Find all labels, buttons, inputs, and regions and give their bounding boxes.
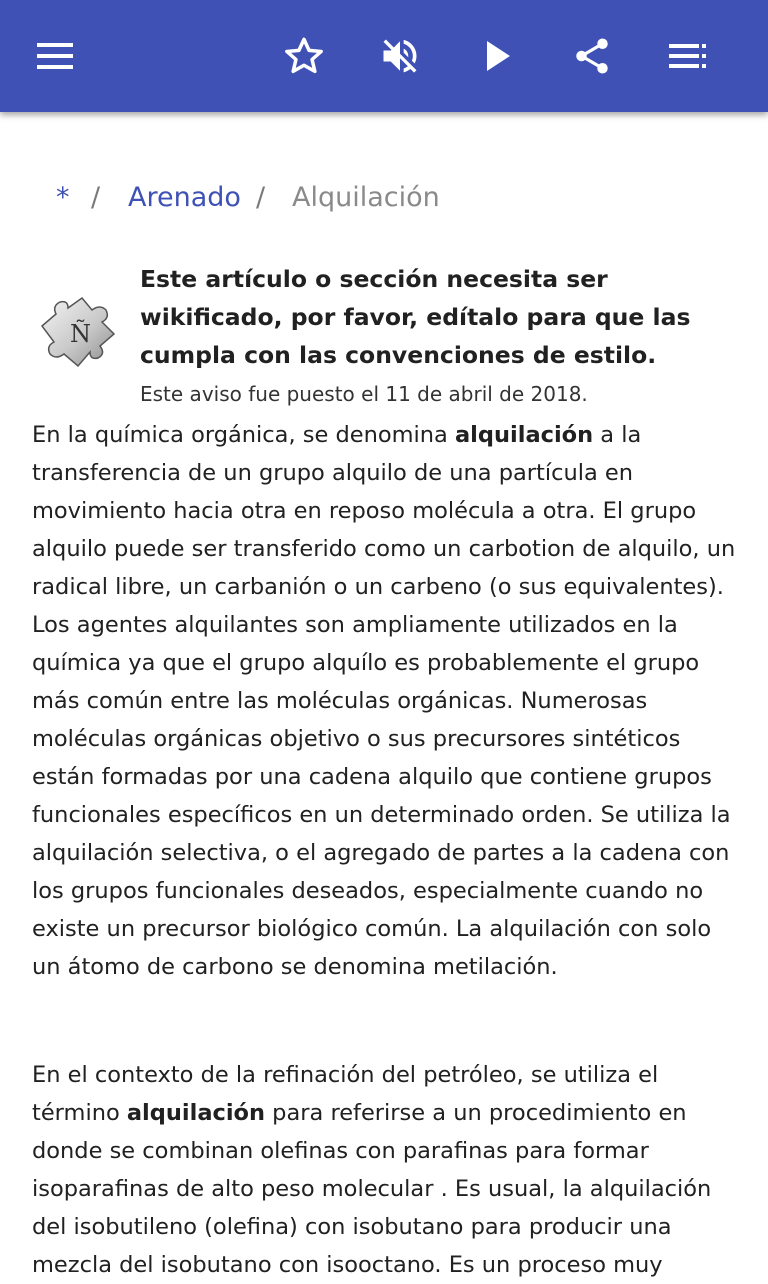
share-icon <box>571 35 613 77</box>
notice-date: Este aviso fue puesto el 11 de abril de 2018. <box>140 382 588 406</box>
breadcrumb-separator: / <box>91 182 101 213</box>
breadcrumb-current: Alquilación <box>292 182 440 213</box>
breadcrumb-parent-link[interactable]: Arenado <box>128 182 241 213</box>
svg-text:Ñ: Ñ <box>70 320 91 348</box>
breadcrumb-home-link[interactable]: * <box>56 182 70 213</box>
app-toolbar <box>0 0 768 112</box>
share-button[interactable] <box>564 28 620 84</box>
play-icon <box>483 40 513 72</box>
hamburger-menu-icon <box>36 42 76 70</box>
contents-button[interactable] <box>660 28 716 84</box>
article-paragraph: En la química orgánica, se denomina alquilación a la transferencia de un grupo alquilo de una partícula en movimiento hacia otra en reposo molécula a otra. El grupo alquilo puede ser transferido como un carbotion de alquilo, un radical libre, un carbanión o un carbeno (o sus equivalentes). Los agentes alquilantes son ampliamente utilizados en la química ya que el grupo alquílo es probablemente el grupo más común entre las moléculas orgánicas. Numerosas moléculas orgánicas objetivo o sus precursores sintéticos están formadas por una cadena alquilo que contiene grupos funcionales específicos en un determinado orden. Se utiliza la alquilación selectiva, o el agregado de partes a la cadena con los grupos funcionales deseados, especialmente cuando no existe un precursor biológico común. La alquilación con solo un átomo de carbono se denomina metilación. <box>32 422 736 980</box>
mute-button[interactable] <box>372 28 428 84</box>
notice-title: Este artículo o sección necesita ser wikificado, por favor, edítalo para que las cumpla con las convenciones de estilo. <box>140 265 691 369</box>
menu-button[interactable] <box>28 28 84 84</box>
article-term: alquilación <box>126 1100 266 1126</box>
favorite-button[interactable] <box>276 28 332 84</box>
breadcrumb <box>0 178 768 222</box>
play-button[interactable] <box>470 28 526 84</box>
article-term: alquilación <box>455 422 594 448</box>
puzzle-piece-icon <box>34 288 124 378</box>
star-outline-icon <box>283 35 325 77</box>
breadcrumb-separator: / <box>256 182 266 213</box>
list-icon <box>668 42 708 70</box>
volume-off-icon <box>378 34 422 78</box>
article-paragraph: En el contexto de la refinación del petróleo, se utiliza el término alquilación para referirse a un procedimiento en donde se combinan olefinas con parafinas para formar isoparafinas de alto peso molecular . Es usual, la alquilación del isobutileno (olefina) con isobutano para producir una mezcla del isobutano con isooctano. Es un proceso muy <box>32 1062 712 1278</box>
